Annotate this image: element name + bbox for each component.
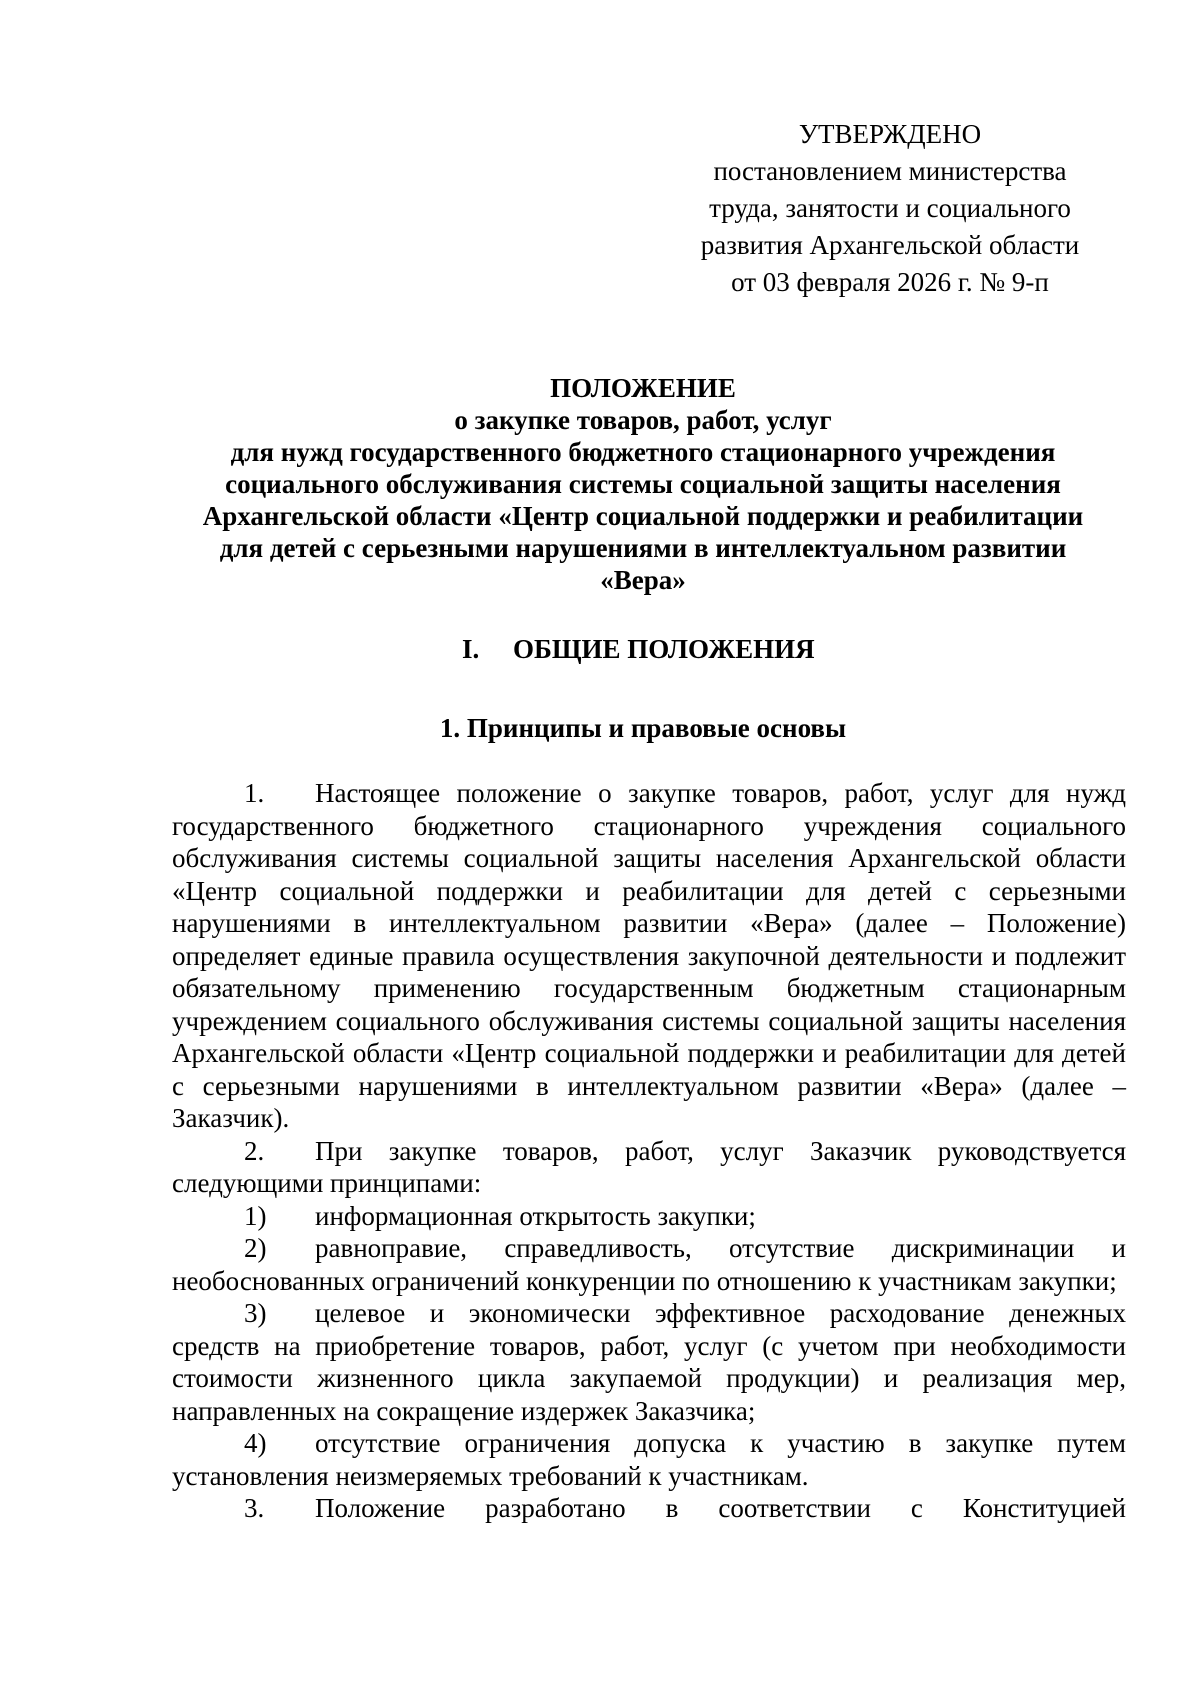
list-item-number: 4) [244,1428,267,1458]
document-body [172,777,1126,1525]
list-item [172,1232,1126,1297]
list-item-number: 2) [244,1233,267,1263]
paragraph-number: 3. [244,1493,265,1523]
list-item [172,1297,1126,1427]
section-title: ОБЩИЕ ПОЛОЖЕНИЯ [513,634,815,664]
title-line: для нужд государственного бюджетного стационарного учреждения [230,437,1056,467]
list-item [172,1200,1126,1233]
approval-stamp [700,116,1080,301]
subsection-heading: 1. Принципы и правовые основы [439,713,847,743]
list-item-text: целевое и экономически эффективное расходование денежных средств на приобретение товаров, работ, услуг (с учетом при необходимости стоимости жизненного цикла закупаемой продукции) и реализация мер, направленных на сокращение издержек Заказчика; [172,1298,1126,1426]
paragraph-number: 1. [244,778,265,808]
title-line: для детей с серьезными нарушениями в интеллектуальном развитии [219,533,1067,563]
title-line: ПОЛОЖЕНИЕ [550,373,736,403]
list-item [172,1427,1126,1492]
approval-line: постановлением министерства [713,156,1067,186]
paragraph-text: Положение разработано в соответствии с Конституцией [315,1493,1126,1523]
paragraph-text: При закупке товаров, работ, услуг Заказчик руководствуется следующими принципами: [172,1135,1126,1198]
list-item-text: отсутствие ограничения допуска к участию в закупке путем установления неизмеряемых требований к участникам. [172,1428,1126,1491]
approval-line: развития Архангельской области [700,230,1080,260]
paragraph [172,777,1126,1135]
title-line: Архангельской области «Центр социальной поддержки и реабилитации [202,501,1084,531]
paragraph [172,1135,1126,1200]
paragraph [172,1492,1126,1525]
section-number: I. [462,634,480,664]
paragraph-text: Настоящее положение о закупке товаров, работ, услуг для нужд государственного бюджетного стационарного учреждения социального обслуживания системы социальной защиты населения Архангельской области «Центр социальной поддержки и реабилитации для детей с серьезными нарушениями в интеллектуальном развитии «Вера» (далее – Положение) определяет единые правила осуществления закупочной деятельности и подлежит обязательному применению государственным бюджетным стационарным учреждением социального обслуживания системы социальной защиты населения Архангельской области «Центр социальной поддержки и реабилитации для детей с серьезными нарушениями в интеллектуальном развитии «Вера» (далее – Заказчик). [172,778,1126,1133]
title-line: «Вера» [600,565,686,595]
list-item-text: информационная открытость закупки; [315,1200,756,1231]
paragraph-number: 2. [244,1135,265,1166]
list-item-number: 1) [244,1200,267,1231]
list-item-number: 3) [244,1298,267,1328]
approval-heading: УТВЕРЖДЕНО [798,119,982,149]
list-item-text: равноправие, справедливость, отсутствие дискриминации и необоснованных ограничений конкуренции по отношению к участникам закупки; [172,1233,1126,1296]
title-line: о закупке товаров, работ, услуг [454,405,832,435]
approval-date-line: от 03 февраля 2026 г. № 9-п [731,267,1049,297]
approval-line: труда, занятости и социального [709,193,1071,223]
title-line: социального обслуживания системы социальной защиты населения [225,469,1061,499]
document-title [160,372,1126,596]
